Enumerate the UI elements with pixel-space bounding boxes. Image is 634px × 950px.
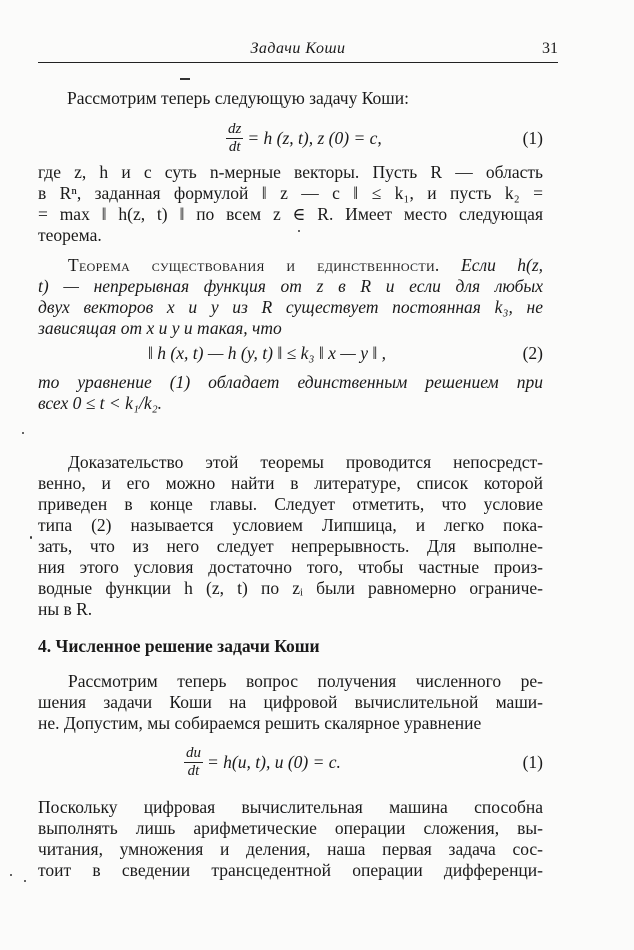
text-line: Рассмотрим теперь вопрос получения численного ре- <box>68 671 543 691</box>
paragraph-intro <box>67 88 543 109</box>
text-line: ния этого условия достаточно того, чтобы частные произ- <box>38 557 543 577</box>
equation-1-numerator: dz <box>228 120 242 137</box>
running-title: Задачи Коши <box>250 40 346 57</box>
equation-1-rhs: = h (z, t), z (0) = c, <box>247 127 382 148</box>
paragraph-proof <box>38 452 543 620</box>
equation-3-fraction <box>184 745 203 780</box>
text-line: водные функции h (z, t) по zᵢ были равномерно ограниче- <box>38 578 543 598</box>
theorem-line: двух векторов x и y из R существует постоянная k₃, не <box>38 297 543 317</box>
theorem-line: то уравнение (1) обладает единственным решением при <box>38 372 543 392</box>
print-speck <box>22 432 24 434</box>
text-line: теорема. <box>38 225 102 245</box>
theorem-first-line <box>38 255 543 276</box>
text-line: тоит в сведении трансцедентной операции дифференци- <box>38 860 543 880</box>
theorem-line: зависящая от x и y и такая, что <box>38 318 282 338</box>
print-speck <box>24 880 26 882</box>
text-line: шения задачи Коши на цифровой вычислительной маши- <box>38 692 543 712</box>
equation-3-denominator: dt <box>187 762 200 779</box>
text-line: в Rⁿ, заданная формулой ‖ z — c ‖ ≤ k₁, и пусть k₂ = <box>38 183 543 203</box>
equation-1 <box>38 116 543 160</box>
paragraph-digital-machine <box>38 797 543 881</box>
text-line: зать, что из него следует непрерывность. Для выполне- <box>38 536 543 556</box>
theorem-line: t) — непрерывная функция от z в R и если для любых <box>38 276 543 296</box>
running-header <box>38 36 558 63</box>
equation-2-expression: ‖ h (x, t) — h (y, t) ‖ ≤ k₃ ‖ x — y ‖ , <box>148 342 386 363</box>
print-speck <box>180 78 190 80</box>
theorem-conclusion <box>38 372 543 414</box>
text-line: Поскольку цифровая вычислительная машина способна <box>38 797 543 817</box>
section-heading: 4. Численное решение задачи Коши <box>38 636 320 656</box>
paragraph-numerical <box>38 671 543 734</box>
equation-3-rhs: = h(u, t), u (0) = c. <box>207 751 341 772</box>
theorem-text: Если h(z, <box>461 255 544 275</box>
text-line: приведен в конце главы. Следует отметить, что условие <box>38 494 543 514</box>
equation-2-label: (2) <box>522 343 543 363</box>
print-speck <box>298 230 300 232</box>
paragraph-intro-text: Рассмотрим теперь следующую задачу Коши: <box>67 88 409 108</box>
equation-3 <box>38 740 543 784</box>
equation-1-fraction <box>226 121 243 156</box>
text-line: ны в R. <box>38 599 93 619</box>
equation-1-denominator: dt <box>228 138 241 155</box>
equation-3-numerator: du <box>186 744 201 761</box>
text-line: выполнять лишь арифметические операции сложения, вы- <box>38 818 543 838</box>
theorem-line: всех 0 ≤ t < k₁/k₂. <box>38 393 163 413</box>
theorem-statement <box>38 255 543 339</box>
equation-3-label: (1) <box>522 752 543 772</box>
text-line: типа (2) называется условием Липшица, и легко пока- <box>38 515 543 535</box>
equation-2 <box>38 340 543 366</box>
print-speck <box>30 536 32 539</box>
text-line: не. Допустим, мы собираемся решить скалярное уравнение <box>38 713 482 733</box>
text-line: Доказательство этой теоремы проводится непосредст- <box>68 452 543 472</box>
theorem-heading: Теорема существования и единственности. <box>68 255 440 275</box>
text-line: венно, и его можно найти в литературе, список которой <box>38 473 543 493</box>
page-number: 31 <box>542 40 558 57</box>
text-line: читания, умножения и деления, наша первая задача сос- <box>38 839 543 859</box>
paragraph-definitions <box>38 162 543 246</box>
equation-1-label: (1) <box>522 128 543 148</box>
text-line: где z, h и c суть n-мерные векторы. Пусть R — область <box>38 162 543 182</box>
print-speck <box>10 874 12 876</box>
text-line: = max ‖ h(z, t) ‖ по всем z ∈ R. Имеет место следующая <box>38 204 543 224</box>
